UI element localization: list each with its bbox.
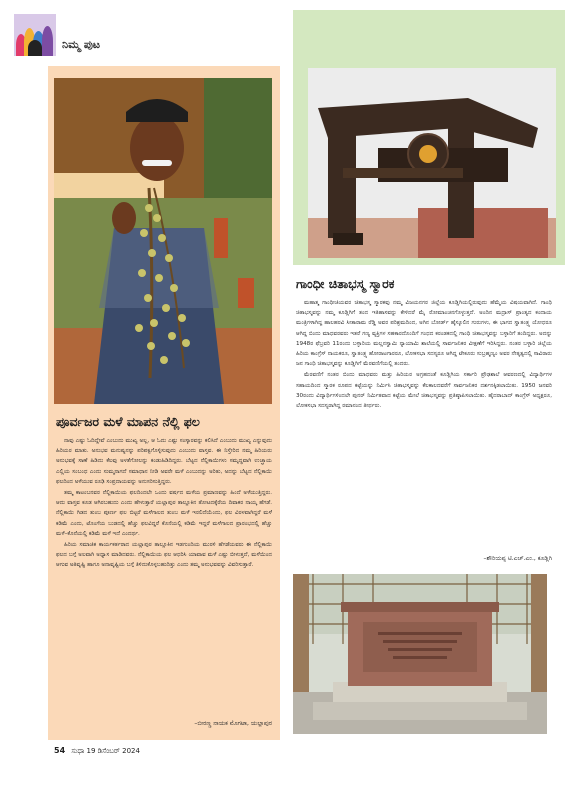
left-paragraph: ತಮ್ಮ ಕಾಟಂಬನವರ ನೆಲ್ಲಿಕಾಯಿಯ ಫಲದಿಂದಲೇ ಒಂದು ವರ್ಷದ ಮಳೆಯ ಪ್ರಮಾಣವನ್ನು ಹಿಂದೆ ಅಳೆಯುತ್ತಿದ್ದರು. ಆದು ವಾಸ್ತವ ಕೂಡ ಆಗಿರಬಹುದು ಎಂದು ಹೇಳುತ್ತಾರೆ ಯಲ್ಲಾಪುರ ತಾಲ್ಲೂಕಿನ ತೋಟದಕ್ಕೆರೆಯ ದಿವಾಕರ ನಾಯ್ಕ ಹೆಗಡೆ. ನೆಲ್ಲಿಕಾಯಿ ಗಿಡದ ತುಂಬ ಪೂರ್ಣ ಫಲ ಬಿಟ್ಟರೆ ಮಳೆಗಾಲದ ತುಂಬ ಮಳೆ ಇರಲಿದೆಯೆಂದು, ಫಲ ವಿರಳವಾಗಿದ್ದರೆ ಮಳೆ ಕಡಿಮೆ ಎಂದು, ಟೊಂಗೆಯ ಬುಡದಲ್ಲಿ ಹೆಚ್ಚು ಫಲವಿದ್ದರೆ ಕೊನೆಯಲ್ಲಿ ಕಡಿಮೆ ಇದ್ದರೆ ಮಳೆಗಾಲದ ಪ್ರಾರಂಭದಲ್ಲಿ ಹೆಚ್ಚು ಮಳೆ–ಕೊನೆಯಲ್ಲಿ ಕಡಿಮೆ ಮಳೆ ಇದೆ ಎಂದರ್ಥ. <box>56 490 272 537</box>
right-paragraph: ಮಹಾತ್ಮ ಗಾಂಧೀಜಿಯವರ ಚಿತಾಭಸ್ಮ ಸ್ಮಾರಕವು ನಮ್ಮ ವಿಜಯನಗರ ಜಿಲ್ಲೆಯ ಕೂಡ್ಲಿಗಿಯಲ್ಲಿರುವುದು ಹೆಮ್ಮೆಯ ವಿಷಯವಾಗಿದೆ. ಗಾಂಧಿ ಚಿತಾಭಸ್ಮವನ್ನು ನಮ್ಮ ಕೂಡ್ಲಿಗಿಗೆ ತಂದ ಇತಿಹಾಸವನ್ನು ಕೇಳಿದರೆ ಮೈ ರೋಮಾಂಚನಗೊಳ್ಳುತ್ತದೆ. ಅಂದಿನ ಮದ್ರಾಸ್ ಪ್ರಾಂತ್ಯದ ಕಂದಾಯ ಮಂತ್ರಿಗಳಾಗಿದ್ದ ಹಾಲಹರವಿ ಸೀತಾರಾಮ ರೆಡ್ಡಿ ಅವರ ಪರಿಶ್ರಮದಿಂದ, ಅಗಿನ ಬೋರ್ಡ್ ಹೈಸ್ಕೂಲಿನ ಗುರುಗಳು, ಈ ಭಾಗದ ಸ್ವಾತಂತ್ರ್ಯ ಯೋಧರೂ ಆಗಿದ್ದ ಬಿಂದು ಮಾಧವರವರು ಇತರೆ ಗಣ್ಯ ವ್ಯಕ್ತಿಗಳ ಸಹಕಾರದೊಂದಿಗೆ ಗಂಧದ ಕರಂಡಕದಲ್ಲಿ ಗಾಂಧಿ ಚಿತಾಭಸ್ಮವನ್ನು ಬಳ್ಳಾರಿಗೆ ತಂದಿದ್ದರು. ಅದನ್ನು 1948ರ ಫೆಬ್ರವರಿ 11ರಂದು ಬಳ್ಳಾರಿಯ ಮಲ್ಲನಸ್ವಾಮಿ ನ್ಯಾಯಾಮಿ ಶಾಲೆಯಲ್ಲಿ ಸಾರ್ವಜನಿಕರ ವೀಕ್ಷಣೆಗೆ ಇರಿಸಿದ್ದರು. ನಂತರ ಬಳ್ಳಾರಿ ಜಿಲ್ಲೆಯ ಹಿರಿಯ ಕಾಂಗ್ರೆಸ್ ನಾಯಕರೂ, ಸ್ವಾತಂತ್ರ್ಯ ಹೋರಾಟಗಾರರೂ, ಲೋಕಸಭಾ ಸದಸ್ಯರೂ ಆಗಿದ್ದ ಟೇಕೂರು ಸುಬ್ರಹ್ಮಣ್ಯಂ ಅವರ ನೇತೃತ್ವದಲ್ಲಿ ಸಾವಿರಾರು ಜನ ಗಾಂಧಿ ಚಿತಾಭಸ್ಮವನ್ನು ಕೂಡ್ಲಿಗಿಗೆ ಮೆರವಣಿಗೆಯಲ್ಲಿ ತಂದರು. <box>296 300 552 368</box>
right-paragraph: ಮೆರವಣಿಗೆ ನಂತರ ಬಿಂದು ಮಾಧವರು ಮತ್ತು ಹಿರಿಯರ ಅಗ್ರಹದಂತೆ ಕೂಡ್ಲಿಗಿಯ ಸರ್ಕಾರಿ ಪ್ರೌಢಶಾಲೆ ಆವರಣದಲ್ಲಿ ವಿದ್ಯಾರ್ಥಿಗಳ ಸಹಾಯದಿಂದ ಸ್ಮಾರಕ ರೂಪದ ಕಟ್ಟೆಯನ್ನು ನಿರ್ಮಿಸಿ ಚಿತಾಭಸ್ಮವನ್ನು ಕೆಲಕಾಲದವರೆಗೆ ಸಾರ್ವಜನಿಕರ ದರ್ಶನಕ್ಕಿಡಲಾಯಿತು. 1950 ಜನವರಿ 30ರಂದು ವಿದ್ಯಾರ್ಥಿಗಳಿಂದಲೇ ಪುನರ್ ನಿರ್ಮಿತವಾದ ಕಟ್ಟೆಯ ಮೇಲೆ ಚಿತಾಭಸ್ಮವನ್ನು ಪ್ರತಿಷ್ಠಾಪಿಸಲಾಯಿತು. ಹೈದರಾಬಾದ್ ಕಾಂಗ್ರೆಸ್ ಅಧ್ಯಕ್ಷರೂ, ಲೋಕಸಭಾ ಸದಸ್ಯರಾಗಿದ್ದ ರಮಾನಂದ ತೀರ್ಥರು. <box>296 372 552 410</box>
left-paragraph: ಹಿರಿಯ ಸಮಾಜಿಕ ಕಾರ್ಯಕರ್ತರಾದ ಯಲ್ಲಾಪುರ ತಾಲ್ಲೂಕಿನ ಇಡಗುಂದಿಯ ಮುರಳಿ ಹೆಗಡೆಯವರು ಈ ನೆಲ್ಲಿಕಾಯಿ ಫಲದ ಬಗ್ಗೆ ಅಲವಾಗಿ ಅಧ್ಯಾಸ ಮಾಡಿದವರು. ನೆಲ್ಲಿಕಾಯಿಯ ಫಲ ಆಧರಿಸಿ ಯಾವಾವ ಮಳೆ ಎಷ್ಟು ಬೀಳುತ್ತದೆ, ಮಳೆಯಿಂದ ಆಗುವ ಅತಿವೃಷ್ಟಿ ಹಾಗೂ ಅನಾವೃಷ್ಟಿಯ ಬಗ್ಗೆ ತಿಳಿದುಕೊಳ್ಳಬಹುದಿತ್ತು ಎಂದು ತಮ್ಮ ಅನುಭವವನ್ನು ವಿವರಿಸುತ್ತಾರೆ. <box>56 542 272 569</box>
right-article-title: ಗಾಂಧೀ ಚಿತಾಭಸ್ಮ ಸ್ಮಾರಕ <box>296 276 395 291</box>
charkha-wooden-press-photo <box>308 68 556 258</box>
left-article-body <box>56 436 272 572</box>
right-article-body <box>296 298 552 412</box>
left-article-signature: –ಬೀರಣ್ಣ ನಾಯಕ ಮೊಗಟಾ, ಯಲ್ಲಾಪುರ <box>194 720 272 727</box>
section-label: ನಿಮ್ಮ ಪುಟ <box>62 38 101 51</box>
magazine-logo <box>14 14 56 56</box>
memorial-monument-photo <box>293 574 547 734</box>
right-article-signature: –ಶೌರಿಯಪ್ಪ ಟಿ.ಎಚ್.ಎಂ., ಕೂಡ್ಲಿಗಿ <box>483 555 552 562</box>
left-paragraph: ನಾವು ಎಷ್ಟು ಓದಿದ್ದೇವೆ ಎಂಬುದು ಮುಖ್ಯ ಅಲ್ಲ, ಆ ಓದು ಎಷ್ಟು ಸಂಸ್ಕಾರವನ್ನು ಕಲಿಸಿದೆ ಎಂಬುದು ಮುಖ್ಯ ಎನ್ನುವುದು ಹಿರಿಯರ ಮಾತು. ಅನುಭವ ಮನುಷ್ಯನನ್ನು ಪರಿಪಕ್ವಗೊಳ್ಳಿಸುವುದು ಎಂಬುದು ವಾಸ್ತವ. ಈ ನಿಸ್ತೇರಿದ ನಮ್ಮ ಹಿರಿಯರು ಅನುಭವಕ್ಕೆ ಸಾಣೆ ಹಿಡಿದು ಕೆಲವು ಅಳತೆಗೋಲನ್ನು ಕಂಡುಹಿಡಿದಿದ್ದರು. ಬೆಟ್ಟದ ನೆಲ್ಲಿಕಾಯಿಗಳು ಸಮೃದ್ಧವಾಗಿ ಉಚ್ಛ್ರಾಯ ಎಲ್ಲಿಯ ಸಂಬಂಧ ಎಂದು ಸುಮ್ಮನಾಗದೆ ಸಮಾಧಾನ ನೀಡಿ ಅವರೇ ಮಳೆ ಎಂಬುದನ್ನು ಅರಿತು, ಅದನ್ನು ಬೆಟ್ಟದ ನೆಲ್ಲಿಕಾಯಿ ಫಲದಿಂದ ಅಳೆಯುವ ರೂಢಿ ಸಂಪ್ರದಾಯವನ್ನು ಅನುಸರಿಸುತ್ತಿದ್ದರು. <box>56 438 272 485</box>
page-number: 54 <box>54 746 66 755</box>
left-article-title: ಪೂರ್ವಜರ ಮಳೆ ಮಾಪನ ನೆಲ್ಲಿ ಫಲ <box>56 414 200 429</box>
issue-date: ಸುಧಾ 19 ಡಿಸೆಂಬರ್ 2024 <box>71 747 140 755</box>
man-holding-amla-branch-photo <box>54 78 272 404</box>
page-footer <box>54 746 140 756</box>
left-article-panel <box>48 66 280 740</box>
